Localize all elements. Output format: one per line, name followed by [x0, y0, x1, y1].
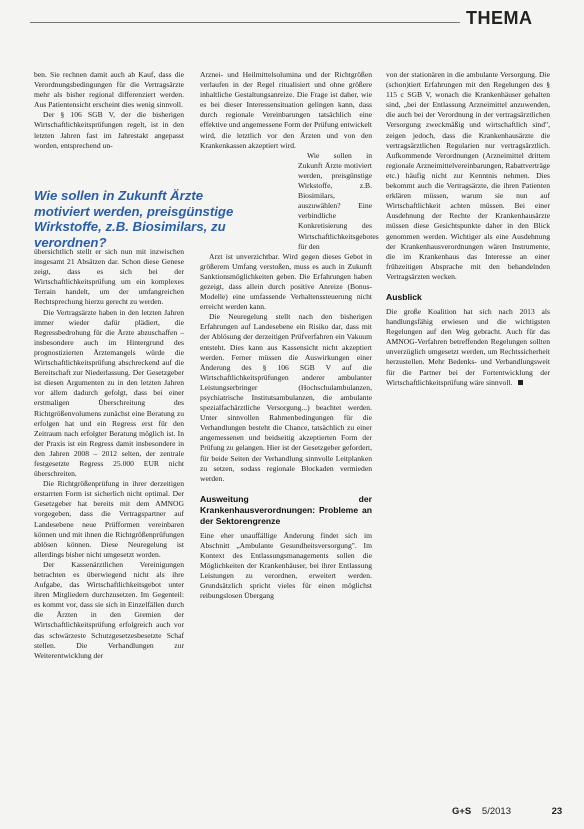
- paragraph: Der § 106 SGB V, der die bisherigen Wirtschaftlichkeitsprüfungen regelt, ist in den letzten Jahren fast im Jahrestakt angepasst worden, entsprechend un-: [34, 110, 184, 150]
- column-1-lower: [34, 247, 184, 661]
- page-footer: [452, 806, 562, 817]
- paragraph: Die Neuregelung stellt nach den bisherigen Erfahrungen auf Landesebene ein Risiko dar, dass mit der Ablösung der derzeitigen Prüfverfahren ein Vakuum entsteht. Dies kann aus Kassensicht nicht akzeptiert werden. Ferner müssen die Auswirkungen einer Änderung des § 106 SGB V auf die Wirtschaftlichkeitsprüfungen anderer ambulanter Leistungserbringer (Hochschulambulanzen, psychiatrische Institutsambulanzen, die ambulante spezialfachärztliche Versorgung...) beachtet werden. Unter sinnvollen Rahmenbedingungen für die Verhandlungen besteht die Chance, tatsächlich zu einer angemessenen und beidseitig akzeptierten Form der Prüfung zu gelangen. Hier ist der Gesetzgeber gefordert, für beide Seiten der Verhandlung sinnvolle Leitplanken zu setzen, sodass regionale Blockaden vermieden werden.: [200, 312, 372, 483]
- page-number: 23: [551, 806, 563, 817]
- column-3: [386, 70, 550, 388]
- paragraph: Der Kassenärztlichen Vereinigungen betrachten es überwiegend nicht als ihre Aufgabe, das Wirtschaftlichkeitsgebot unter ihren Mitgliedern durchzusetzen. Im Gegenteil: es kommt vor, dass sie sich in Einzelfällen durch die Ärzten in den Gremien der Wirtschaftlichkeitsprüfung erfolgreich auch vor das schwärzeste Schutzgesetzesbesetzte Schaf stellen. Die Verhandlungen zur Weiterentwicklung der: [34, 559, 184, 660]
- paragraph: ben. Sie rechnen damit auch ab Kauf, dass die Verordnungsbedingungen für die Vertragsärzte mehr als bisher regional differenziert werden. Aus Patientensicht erscheint dies wenig sinnvoll.: [34, 70, 184, 110]
- end-mark-icon: [518, 380, 523, 385]
- column-2: [200, 70, 379, 602]
- subheading: Ausblick: [386, 291, 422, 302]
- paragraph: von der stationären in die ambulante Versorgung. Die (schon)tiert Erfahrungen mit den Regelungen des § 115 c SGB V, wonach die Krankenhäuser gehalten sind, „bei der Entlassung Arzneimittel anzuwenden, die auch bei der Verordnung in der vertragsärztlichen Versorgung zweckmäßig und wirtschaftlich sind", zeigen jedoch, dass die Krankenhausärzte die vertragsärztlichen Regularien nur vertragsärztlich. Aufkommende Verordnungen (Arzneimittel drittem regionale Arzneimittelvereinbarungen, Rabattverträge etc.) häufig nicht zur Kenntnis nehmen. Dies bekommt auch die Vertragsärzte, die ihren Patienten erklären müssen, warum sie nun auf Wirtschaftlichkeit achten müssen. Bei einer Ausdehnung der Rechte der Krankenhausärzte müssen diese Gesichtspunkte daher in den Blick genommen werden. Wichtiger als eine Ausdehnung der Krankenhausverordnungen wären Instrumente, die im Krankenhaus das Interesse an einer frühzeitigen Absprache mit den behandelnden Vertragsärzten wecken.: [386, 70, 550, 281]
- paragraph: Arznei- und Heilmittelsolumina und der Richtgrößen verlaufen in der Regel ritualisiert und ohne größere inhaltliche Gestaltungsanreize. Die Frage ist daher, wie es bei dieser Interessensituation gelingen kann, dass durch regionale Vereinbarungen tatsächlich eine effektive und angemessene Form der Prüfung entwickelt wird, die letztlich vor den Ärzten und von den Krankenkassen akzeptiert wird.: [200, 70, 372, 150]
- paragraph-text: Die große Koalition hat sich nach 2013 als handlungsfähig erwiesen und die wichtigsten Regelungen auf den Weg gebracht. Auch für das AMNOG-Verfahren betreffenden Regelungen sollten unverzüglich umgesetzt werden, um Rechtssicherheit herzustellen. Mehr Bedenks- und Verbandlungsweit für die Partner bei der Fortentwicklung der Wirtschaftlichkeitsprüfung wäre sinnvoll.: [386, 306, 550, 387]
- column-1: [34, 70, 184, 151]
- subheading: Ausweitung der Krankenhausverordnungen: Probleme an der Sektorengrenze: [200, 493, 372, 526]
- paragraph: Die Richtgrößenprüfung in ihrer derzeitigen erstarrten Form ist sicherlich nicht optimal. Der Gesetzgeber hat bereits mit dem AMNOG vorgegeben, dass die Vertragspartner auf Landesebene neue Prüfformen vereinbaren können und mit ihnen die Richtgrößenprüfungen ablösen können. Diese Neuregelung ist allerdings bisher nicht umgesetzt worden.: [34, 479, 184, 559]
- header-rule: [30, 22, 460, 23]
- section-label: THEMA: [466, 8, 533, 28]
- paragraph: Wie sollen in Zukunft Ärzte motiviert werden, preisgünstige Wirkstoffe, z.B. Biosimilars, auszuwählen? Eine verbindliche Konkretisierung des Wirtschaftlichkeitsgebotes für den: [298, 150, 379, 251]
- magazine-name: G+S: [452, 806, 472, 817]
- issue-number: 5/2013: [481, 806, 511, 817]
- paragraph: Arzt ist unverzichtbar. Wird gegen dieses Gebot in größerem Umfang verstoßen, muss es auch in Zukunft Sanktionsmöglichkeiten geben. Die Erfahrungen haben gezeigt, dass allein durch positive Anreize (Bonus-Modelle) eine umfassende Verhaltenssteuerung nicht erreicht werden kann.: [200, 251, 372, 312]
- paragraph: Die Vertragsärzte haben in den letzten Jahren immer wieder dafür plädiert, die Regressbedrohung für die Ärzte abzuschaffen – insbesondere auch im Hintergrund des prognostizierten Ärztemangels würde die Wirtschaftlichkeitsprüfung abschreckend auf die Bereitschaft zur Niederlassung. Der Gesetzgeber ist diesen Argumenten zu in den letzten Jahren vor allem dadurch gefolgt, dass bei einer erstmaligen Überschreitung des Richtgrößenvolumens zunächst eine Beratung zu erfolgen hat und ein Regress erst für den Zeitraum nach erfolgter Beratung möglich ist. In der Praxis ist ein Regress damit insbesondere in den Jahren 2008 – 2012 selten, der zentrale festgesetzte Regress 25.000 EUR nicht überschreiten.: [34, 307, 184, 479]
- paragraph: [386, 307, 550, 388]
- paragraph: übersichtlich stellt er sich nun mit inzwischen insgesamt 21 Absätzen dar. Schon diese Genese zeigt, dass es sich bei der Wirtschaftlichkeitsprüfung um ein komplexes Terrain handelt, um der umfangreichen Rechtsprechung hierzu gerecht zu werden.: [34, 247, 184, 307]
- pull-quote: Wie sollen in Zukunft Ärzte motiviert werden, preisgünstige Wirkstoffe, z.B. Biosimilars, zu verordnen?: [34, 188, 234, 250]
- paragraph: Eine eher unauffällige Änderung findet sich im Abschnitt „Ambulante Gesundheitsversorgung". Im Kontext des Entlassungsmanagements sollen die Möglichkeiten der Krankenhäuser, bei ihrer Entlassung Leistungen zu verordnen, erweitert werden. Grundsätzlich spricht vieles für einen möglichst reibungslosen Übergang: [200, 530, 372, 601]
